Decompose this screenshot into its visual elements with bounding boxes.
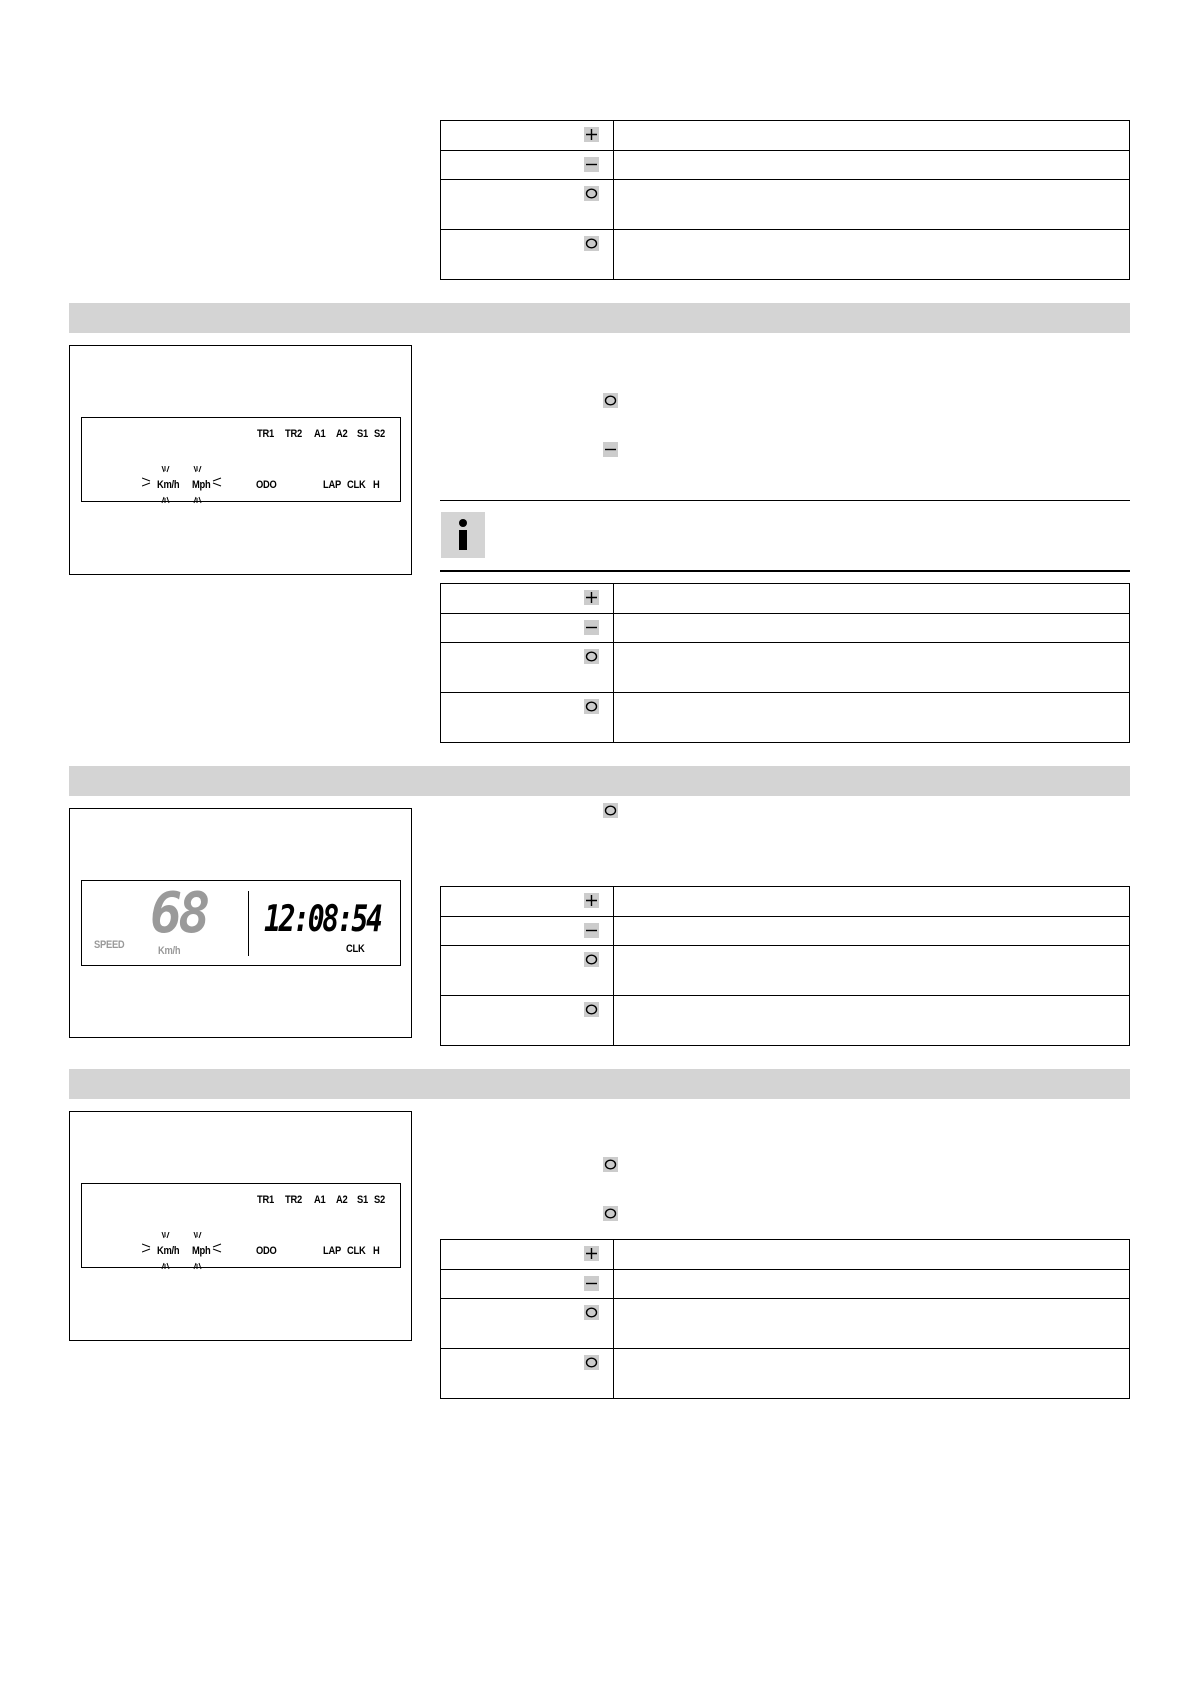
lcd-label-clk: CLK [347,479,366,491]
section-header-bar-2 [69,766,1130,796]
lcd-divider [248,891,249,956]
clock-time: 12:08:54 [264,899,381,940]
lcd-label-s1: S1 [357,1194,368,1206]
lcd-label-s2: S2 [374,428,385,440]
table-row [441,995,1129,1045]
lcd-label-tr1: TR1 [257,1194,274,1206]
circle-button-icon [584,186,599,201]
circle-button-icon [584,236,599,251]
lcd-label-a2: A2 [336,428,348,440]
section-header-bar-3 [69,1069,1130,1099]
table-row [441,916,1129,945]
lcd-label-lap: LAP [323,1245,341,1257]
circle-button-icon [584,1305,599,1320]
lcd-label-s2: S2 [374,1194,385,1206]
button-table-2 [440,583,1130,743]
lcd-label-lap: LAP [323,479,341,491]
lcd-label-a1: A1 [314,1194,326,1206]
minus-icon [584,923,599,938]
lcd-label-tr2: TR2 [285,428,302,440]
lcd-label-h: H [373,479,380,491]
lcd-label-tr2: TR2 [285,1194,302,1206]
table-row [441,150,1129,179]
circle-button-icon [584,699,599,714]
lcd-label-a2: A2 [336,1194,348,1206]
minus-icon [584,157,599,172]
circle-button-icon [584,1355,599,1370]
clock-label: CLK [346,943,365,955]
lcd-label-h: H [373,1245,380,1257]
table-row [441,692,1129,742]
circle-button-icon [603,393,618,408]
circle-button-icon [584,1002,599,1017]
table-row [441,1298,1129,1348]
lcd-label-tr1: TR1 [257,428,274,440]
lcd-unit-kmh: Km/h [157,1245,180,1257]
info-box-top-rule [440,500,1130,501]
minus-icon [603,442,618,457]
table-row [441,229,1129,279]
lcd-unit-mph: Mph [192,479,211,491]
lcd-label-clk: CLK [347,1245,366,1257]
lcd-screen [81,1183,401,1268]
table-row [441,642,1129,692]
table-row [441,179,1129,229]
table-row [441,613,1129,642]
speed-unit: Km/h [158,945,181,957]
table-row [441,121,1129,150]
button-table-4 [440,1239,1130,1399]
circle-button-icon [584,649,599,664]
display-panel-clock [69,808,412,1038]
plus-icon [584,1246,599,1261]
table-row [441,945,1129,995]
speed-value: 68 [150,881,207,946]
lcd-screen [81,880,401,966]
info-icon [441,512,485,558]
section-header-bar-1 [69,303,1130,333]
circle-button-icon [603,803,618,818]
circle-button-icon [603,1157,618,1172]
lcd-unit-mph: Mph [192,1245,211,1257]
minus-icon [584,1276,599,1291]
table-row [441,887,1129,916]
button-table-3 [440,886,1130,1046]
lcd-unit-kmh: Km/h [157,479,180,491]
table-row [441,584,1129,613]
lcd-label-odo: ODO [256,479,277,491]
lcd-label-a1: A1 [314,428,326,440]
table-row [441,1240,1129,1269]
lcd-screen [81,417,401,502]
minus-icon [584,620,599,635]
table-row [441,1269,1129,1298]
speed-label: SPEED [94,939,125,951]
display-panel-units-2 [69,1111,412,1341]
info-box-bottom-rule [440,570,1130,572]
lcd-label-odo: ODO [256,1245,277,1257]
table-row [441,1348,1129,1398]
button-table-1 [440,120,1130,280]
lcd-label-s1: S1 [357,428,368,440]
plus-icon [584,127,599,142]
circle-button-icon [584,952,599,967]
plus-icon [584,893,599,908]
circle-button-icon [603,1206,618,1221]
plus-icon [584,590,599,605]
display-panel-units-1 [69,345,412,575]
